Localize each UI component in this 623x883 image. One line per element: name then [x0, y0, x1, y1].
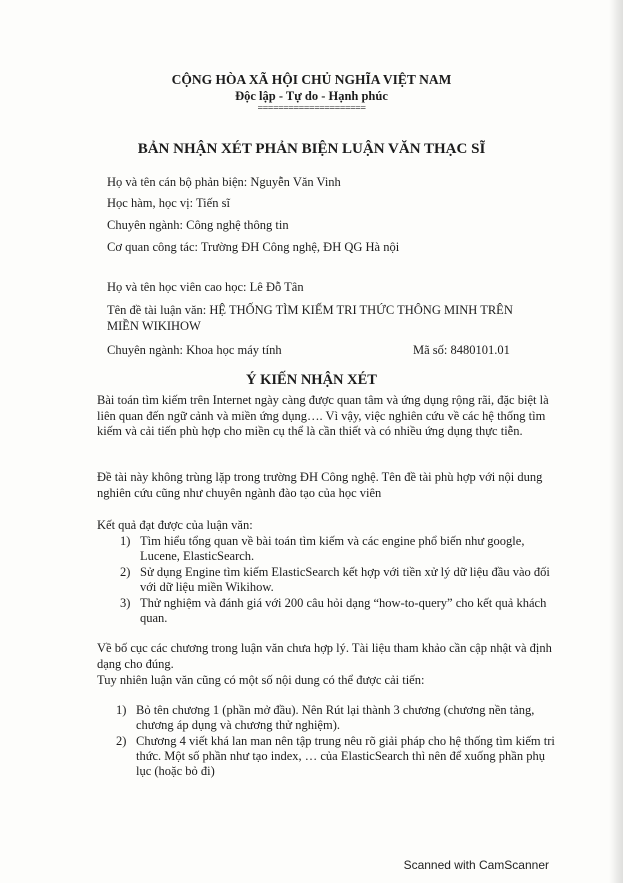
reviewer-major: Chuyên ngành: Công nghệ thông tin — [107, 218, 289, 232]
student-major: Chuyên ngành: Khoa học máy tính — [107, 343, 282, 357]
results-label: Kết quả đạt được của luận văn: — [97, 518, 253, 532]
reviewer-name: Họ và tên cán bộ phản biện: Nguyễn Văn Vinh — [107, 175, 341, 189]
opinion-heading: Ý KIẾN NHẬN XÉT — [246, 372, 377, 388]
motto-rule: ===================== — [257, 103, 366, 114]
improvement-item: 1) Bỏ tên chương 1 (phần mở đầu). Nên Rút lại thành 3 chương (chương nền tảng, chương áp dụng và chương thử nghiệm). — [116, 703, 535, 732]
nation-heading: CỘNG HÒA XÃ HỘI CHỦ NGHĨA VIỆT NAM — [171, 72, 452, 87]
student-code: Mã số: 8480101.01 — [413, 343, 510, 357]
result-item: 3) Thử nghiệm và đánh giá với 200 câu hỏi dạng “how-to-query” cho kết quả khách quan. — [120, 596, 547, 625]
improve-label: Tuy nhiên luận văn cũng có một số nội dung có thể được cải tiến: — [97, 673, 425, 687]
thesis-title: Tên đề tài luận văn: HỆ THỐNG TÌM KIẾM TRI THỨC THÔNG MINH TRÊN MIỀN WIKIHOW — [107, 303, 513, 333]
scan-edge-shadow — [609, 0, 623, 883]
paragraph-intro: Bài toán tìm kiếm trên Internet ngày càng được quan tâm và ứng dụng rộng rãi, đặc biệt là liên quan đến ngữ cảnh và miền ứng dụng…. Vì vậy, việc nghiên cứu về các hệ thống tìm kiếm và cải tiến phù hợp cho miền cụ thể là cần thiết và có nhiều ứng dụng thực tiễn. — [97, 393, 549, 438]
camscanner-footer: Scanned with CamScanner — [403, 858, 549, 872]
improvement-item: 2) Chương 4 viết khá lan man nên tập trung nêu rõ giải pháp cho hệ thống tìm kiếm tri thức. Một số phần như tạo index, … của ElasticSearch thì nên để xuống phần phụ lục (hoặc bỏ đi) — [116, 734, 555, 778]
paragraph-originality: Đề tài này không trùng lặp trong trường ĐH Công nghệ. Tên đề tài phù hợp với nội dung nghiên cứu cũng như chuyên ngành đào tạo của học viên — [97, 470, 543, 500]
reviewer-degree: Học hàm, học vị: Tiến sĩ — [107, 196, 230, 210]
motto: Độc lập - Tự do - Hạnh phúc — [235, 89, 388, 103]
student-name: Họ và tên học viên cao học: Lê Đỗ Tân — [107, 280, 304, 294]
result-item: 2) Sử dụng Engine tìm kiếm ElasticSearch kết hợp với tiền xử lý dữ liệu đầu vào đối với dữ liệu miền Wikihow. — [120, 565, 550, 594]
paragraph-structure: Về bố cục các chương trong luận văn chưa hợp lý. Tài liệu tham khảo cần cập nhật và định dạng cho đúng. — [97, 641, 552, 671]
document-title: BẢN NHẬN XÉT PHẢN BIỆN LUẬN VĂN THẠC SĨ — [137, 141, 486, 157]
result-item: 1) Tìm hiểu tổng quan về bài toán tìm kiếm và các engine phổ biến như google, Lucene, ElasticSearch. — [120, 534, 525, 563]
reviewer-organization: Cơ quan công tác: Trường ĐH Công nghệ, ĐH QG Hà nội — [107, 240, 400, 254]
